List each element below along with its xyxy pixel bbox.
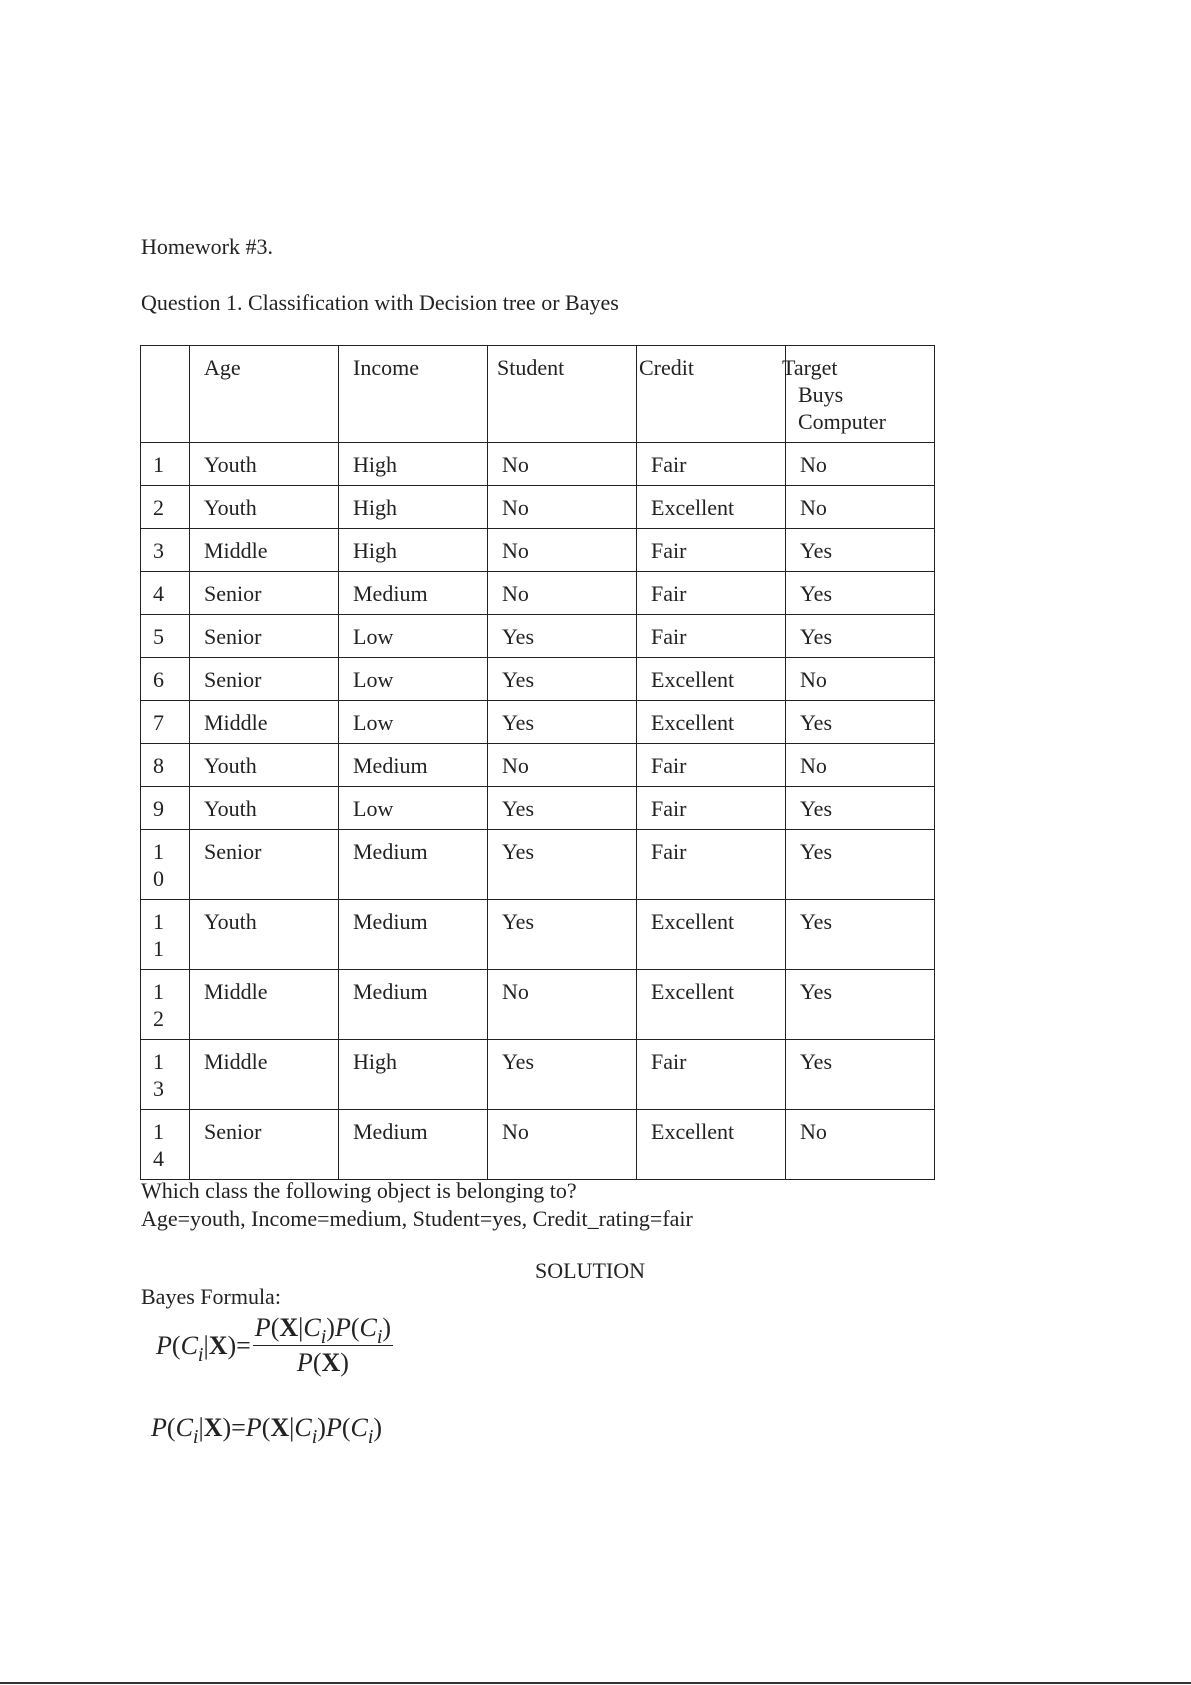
header-cell-age: Age — [190, 346, 339, 443]
table-row — [141, 1110, 935, 1180]
question-title: Question 1. Classification with Decision tree or Bayes — [141, 290, 619, 315]
student-cell: No — [488, 529, 637, 572]
student-cell: Yes — [488, 1040, 637, 1110]
row-index: 10 — [141, 830, 190, 900]
target-cell: Yes — [786, 701, 935, 744]
age-cell: Middle — [190, 970, 339, 1040]
row-index: 11 — [141, 900, 190, 970]
header-cell-student: Student — [488, 346, 637, 443]
table-row — [141, 443, 935, 486]
income-cell: High — [339, 529, 488, 572]
target-cell: Yes — [786, 572, 935, 615]
row-index: 2 — [141, 486, 190, 529]
credit-cell: Excellent — [637, 900, 786, 970]
target-header-line1: Target — [782, 355, 838, 380]
table-row — [141, 572, 935, 615]
table-row — [141, 1040, 935, 1110]
table-row — [141, 744, 935, 787]
credit-cell: Fair — [637, 615, 786, 658]
student-cell: Yes — [488, 900, 637, 970]
income-cell: Medium — [339, 970, 488, 1040]
homework-title: Homework #3. — [141, 234, 273, 259]
credit-cell: Excellent — [637, 1110, 786, 1180]
age-cell: Youth — [190, 486, 339, 529]
target-header-line3: Computer — [798, 409, 886, 434]
credit-cell: Fair — [637, 744, 786, 787]
credit-cell: Fair — [637, 572, 786, 615]
table-row — [141, 486, 935, 529]
target-cell: Yes — [786, 615, 935, 658]
age-cell: Senior — [190, 1110, 339, 1180]
target-cell: Yes — [786, 830, 935, 900]
header-cell-target — [782, 346, 935, 443]
target-header-line2: Buys — [798, 382, 844, 407]
income-cell: Medium — [339, 572, 488, 615]
target-cell: Yes — [786, 529, 935, 572]
student-cell: No — [488, 970, 637, 1040]
age-cell: Youth — [190, 900, 339, 970]
age-cell: Middle — [190, 529, 339, 572]
target-cell: Yes — [786, 900, 935, 970]
target-cell: No — [786, 443, 935, 486]
student-cell: Yes — [488, 787, 637, 830]
credit-cell: Excellent — [637, 701, 786, 744]
bayes-formula-proportional: $P(C_i|X)=P(X|C_i)P(C_i)$ — [151, 1413, 383, 1448]
student-cell: Yes — [488, 701, 637, 744]
row-index: 7 — [141, 701, 190, 744]
header-cell-income: Income — [339, 346, 488, 443]
row-index: 1 — [141, 443, 190, 486]
target-cell: Yes — [786, 970, 935, 1040]
row-index: 6 — [141, 658, 190, 701]
age-cell: Senior — [190, 658, 339, 701]
target-cell: No — [786, 486, 935, 529]
row-index: 4 — [141, 572, 190, 615]
target-cell: No — [786, 1110, 935, 1180]
student-cell: Yes — [488, 830, 637, 900]
income-cell: Medium — [339, 900, 488, 970]
income-cell: Medium — [339, 1110, 488, 1180]
row-index: 12 — [141, 970, 190, 1040]
question-prompt: Which class the following object is belonging to? — [141, 1178, 577, 1203]
table-row — [141, 701, 935, 744]
target-cell: No — [786, 658, 935, 701]
student-cell: No — [488, 744, 637, 787]
student-cell: No — [488, 443, 637, 486]
table-row — [141, 830, 935, 900]
header-cell-credit: Credit — [637, 346, 786, 443]
target-cell: Yes — [786, 1040, 935, 1110]
row-index: 8 — [141, 744, 190, 787]
table-header-row — [141, 346, 935, 443]
bayes-formula-label: Bayes Formula: — [141, 1284, 281, 1309]
table-row — [141, 658, 935, 701]
credit-cell: Excellent — [637, 658, 786, 701]
income-cell: Low — [339, 701, 488, 744]
student-cell: No — [488, 572, 637, 615]
table-row — [141, 529, 935, 572]
target-cell: No — [786, 744, 935, 787]
header-cell-index — [141, 346, 190, 443]
income-cell: High — [339, 443, 488, 486]
age-cell: Middle — [190, 701, 339, 744]
age-cell: Youth — [190, 744, 339, 787]
row-index: 9 — [141, 787, 190, 830]
student-cell: No — [488, 486, 637, 529]
page-bottom-rule — [0, 1682, 1191, 1684]
income-cell: High — [339, 1040, 488, 1110]
age-cell: Middle — [190, 1040, 339, 1110]
target-cell: Yes — [786, 787, 935, 830]
age-cell: Senior — [190, 572, 339, 615]
table-row — [141, 615, 935, 658]
row-index: 5 — [141, 615, 190, 658]
income-cell: Low — [339, 658, 488, 701]
income-cell: Low — [339, 615, 488, 658]
bayes-formula-fraction: $P(C_i|X)=$ $\frac{P(X|C_i)P(C_i)}{P(X)}$ — [156, 1313, 392, 1377]
credit-cell: Fair — [637, 787, 786, 830]
credit-cell: Fair — [637, 443, 786, 486]
training-data-table — [140, 345, 935, 1180]
row-index: 13 — [141, 1040, 190, 1110]
income-cell: High — [339, 486, 488, 529]
student-cell: Yes — [488, 615, 637, 658]
solution-heading: SOLUTION — [535, 1258, 645, 1283]
row-index: 3 — [141, 529, 190, 572]
table-row — [141, 787, 935, 830]
income-cell: Low — [339, 787, 488, 830]
credit-cell: Fair — [637, 1040, 786, 1110]
credit-cell: Excellent — [637, 970, 786, 1040]
table-row — [141, 900, 935, 970]
table-row — [141, 970, 935, 1040]
credit-cell: Fair — [637, 830, 786, 900]
student-cell: No — [488, 1110, 637, 1180]
query-object: Age=youth, Income=medium, Student=yes, Credit_rating=fair — [141, 1206, 693, 1231]
age-cell: Youth — [190, 787, 339, 830]
income-cell: Medium — [339, 744, 488, 787]
row-index: 14 — [141, 1110, 190, 1180]
credit-cell: Fair — [637, 529, 786, 572]
income-cell: Medium — [339, 830, 488, 900]
age-cell: Senior — [190, 615, 339, 658]
student-cell: Yes — [488, 658, 637, 701]
credit-cell: Excellent — [637, 486, 786, 529]
age-cell: Senior — [190, 830, 339, 900]
age-cell: Youth — [190, 443, 339, 486]
